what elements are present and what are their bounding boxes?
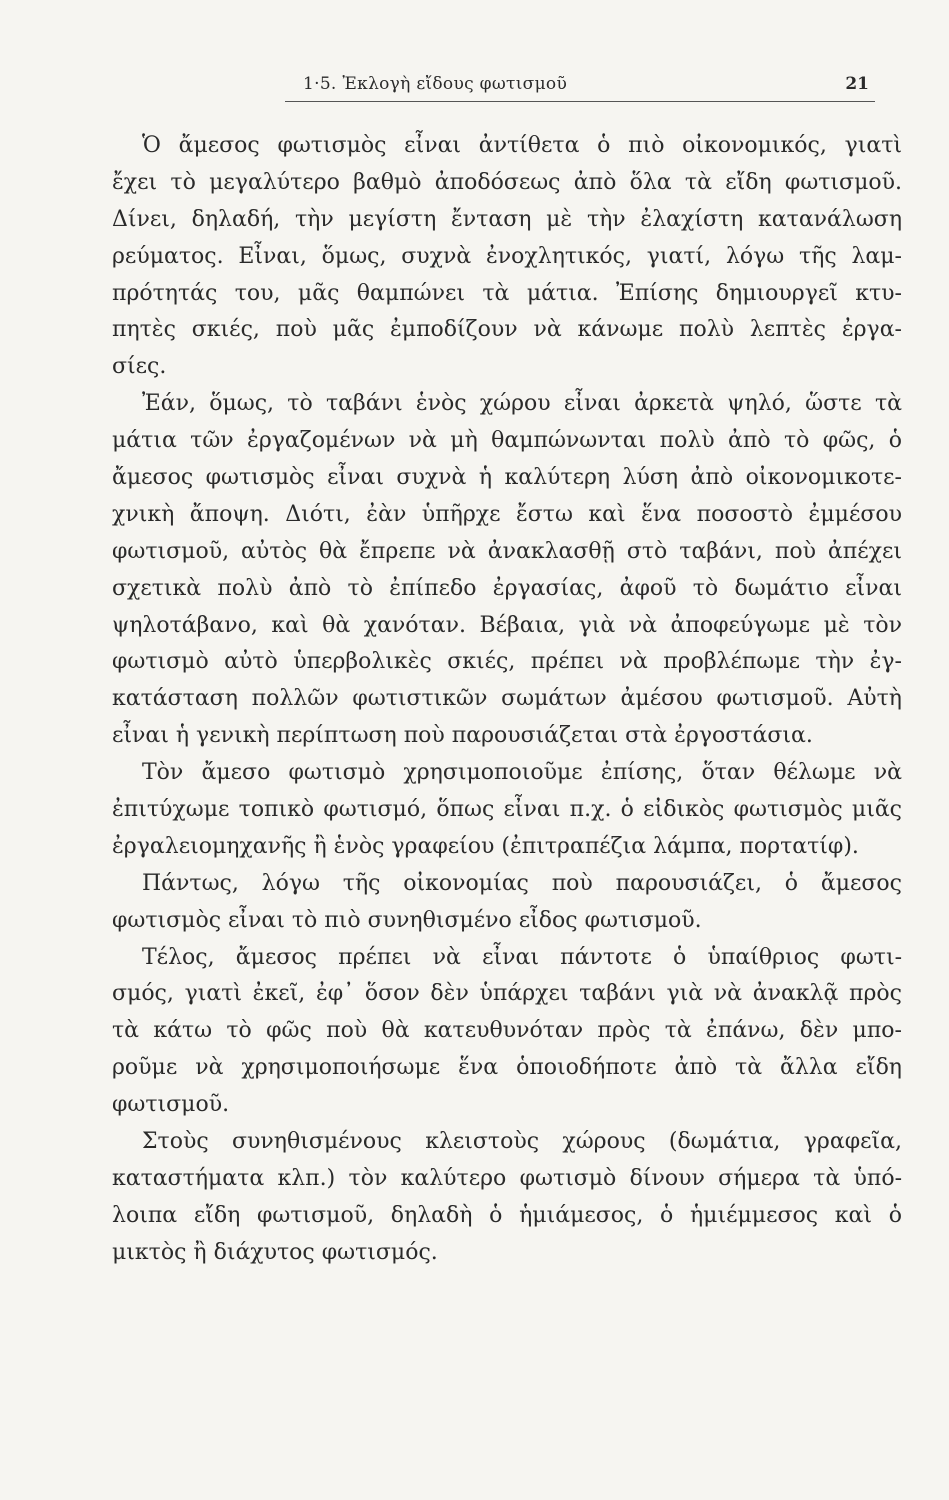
text-line: λοιπα εἴδη φωτισμοῦ, δηλαδὴ ὁ ἡμιάμεσος, ὁ ἡμιέμμεσος καὶ ὁ	[112, 1202, 902, 1228]
text-line: κατάσταση πολλῶν φωτιστικῶν σωμάτων ἀμέσου φωτισμοῦ. Αὐτὴ	[112, 686, 902, 712]
header-rule	[285, 101, 875, 102]
text-line: Ὁ ἄμεσος φωτισμὸς εἶναι ἀντίθετα ὁ πιὸ οἰκονομικός, γιατὶ	[142, 133, 902, 158]
text-line: ἐργαλειομηχανῆς ἢ ἑνὸς γραφείου (ἐπιτραπέζια λάμπα, πορτατίφ).	[112, 833, 859, 859]
text-line: φωτισμοῦ.	[112, 1092, 230, 1118]
text-line: Τὸν ἄμεσο φωτισμὸ χρησιμοποιοῦμε ἐπίσης, ὅταν θέλωμε νὰ	[142, 760, 902, 786]
text-line: Στοὺς συνηθισμένους κλειστοὺς χώρους (δωμάτια, γραφεῖα,	[142, 1129, 902, 1155]
text-line: ρεύματος. Εἶναι, ὅμως, συχνὰ ἐνοχλητικός, γιατί, λόγω τῆς λαμ-	[112, 243, 902, 269]
page-number: 21	[845, 74, 869, 94]
text-line: πητὲς σκιές, ποὺ μᾶς ἐμποδίζουν νὰ κάνωμε πολὺ λεπτὲς ἐργα-	[112, 317, 902, 343]
text-line: σίες.	[112, 354, 167, 380]
text-line: ἐπιτύχωμε τοπικὸ φωτισμό, ὅπως εἶναι π.χ. ὁ εἰδικὸς φωτισμὸς μιᾶς	[112, 797, 902, 823]
text-line: μάτια τῶν ἐργαζομένων νὰ μὴ θαμπώνωνται πολὺ ἀπὸ τὸ φῶς, ὁ	[112, 428, 902, 454]
text-line: φωτισμὸς εἶναι τὸ πιὸ συνηθισμένο εἶδος φωτισμοῦ.	[112, 907, 702, 933]
text-line: Πάντως, λόγω τῆς οἰκονομίας ποὺ παρουσιάζει, ὁ ἄμεσος	[142, 870, 902, 896]
text-line: ἄμεσος φωτισμὸς εἶναι συχνὰ ἡ καλύτερη λύση ἀπὸ οἰκονομικοτε-	[112, 465, 902, 491]
text-line: Τέλος, ἄμεσος πρέπει νὰ εἶναι πάντοτε ὁ ὑπαίθριος φωτι-	[142, 944, 902, 970]
text-line: πρότητάς του, μᾶς θαμπώνει τὰ μάτια. Ἐπίσης δημιουργεῖ κτυ-	[112, 280, 902, 306]
text-line: σχετικὰ πολὺ ἀπὸ τὸ ἐπίπεδο ἐργασίας, ἀφοῦ τὸ δωμάτιο εἶναι	[112, 575, 902, 601]
text-line: εἶναι ἡ γενικὴ περίπτωση ποὺ παρουσιάζεται στὰ ἐργοστάσια.	[112, 723, 813, 749]
text-line: ροῦμε νὰ χρησιμοποιήσωμε ἕνα ὁποιοδήποτε ἀπὸ τὰ ἄλλα εἴδη	[112, 1055, 902, 1081]
text-line: σμός, γιατὶ ἐκεῖ, ἐφ᾽ ὅσον δὲν ὑπάρχει ταβάνι γιὰ νὰ ἀνακλᾷ πρὸς	[112, 981, 902, 1007]
text-line: φωτισμοῦ, αὐτὸς θὰ ἔπρεπε νὰ ἀνακλασθῇ στὸ ταβάνι, ποὺ ἀπέχει	[112, 538, 902, 564]
text-line: τὰ κάτω τὸ φῶς ποὺ θὰ κατευθυνόταν πρὸς τὰ ἐπάνω, δὲν μπο-	[112, 1018, 902, 1044]
section-title: 1·5. Ἐκλογὴ εἴδους φωτισμοῦ	[303, 74, 568, 94]
text-line: Ἐάν, ὅμως, τὸ ταβάνι ἑνὸς χώρου εἶναι ἀρκετὰ ψηλό, ὥστε τὰ	[142, 391, 902, 417]
text-line: καταστήματα κλπ.) τὸν καλύτερο φωτισμὸ δίνουν σήμερα τὰ ὑπό-	[112, 1165, 902, 1191]
text-line: Δίνει, δηλαδή, τὴν μεγίστη ἔνταση μὲ τὴν ἐλαχίστη κατανάλωση	[112, 206, 902, 232]
text-line: ψηλοτάβανο, καὶ θὰ χανόταν. Βέβαια, γιὰ νὰ ἀποφεύγωμε μὲ τὸν	[112, 612, 902, 638]
running-header	[285, 74, 875, 104]
text-line: ἔχει τὸ μεγαλύτερο βαθμὸ ἀποδόσεως ἀπὸ ὅλα τὰ εἴδη φωτισμοῦ.	[112, 169, 902, 195]
text-line: μικτὸς ἢ διάχυτος φωτισμός.	[112, 1239, 438, 1265]
text-line: φωτισμὸ αὐτὸ ὑπερβολικὲς σκιές, πρέπει νὰ προβλέπωμε τὴν ἐγ-	[112, 649, 902, 675]
body-text	[112, 128, 902, 1272]
text-line: χνικὴ ἄποψη. Διότι, ἐὰν ὑπῆρχε ἔστω καὶ ἕνα ποσοστὸ ἐμμέσου	[112, 501, 902, 527]
